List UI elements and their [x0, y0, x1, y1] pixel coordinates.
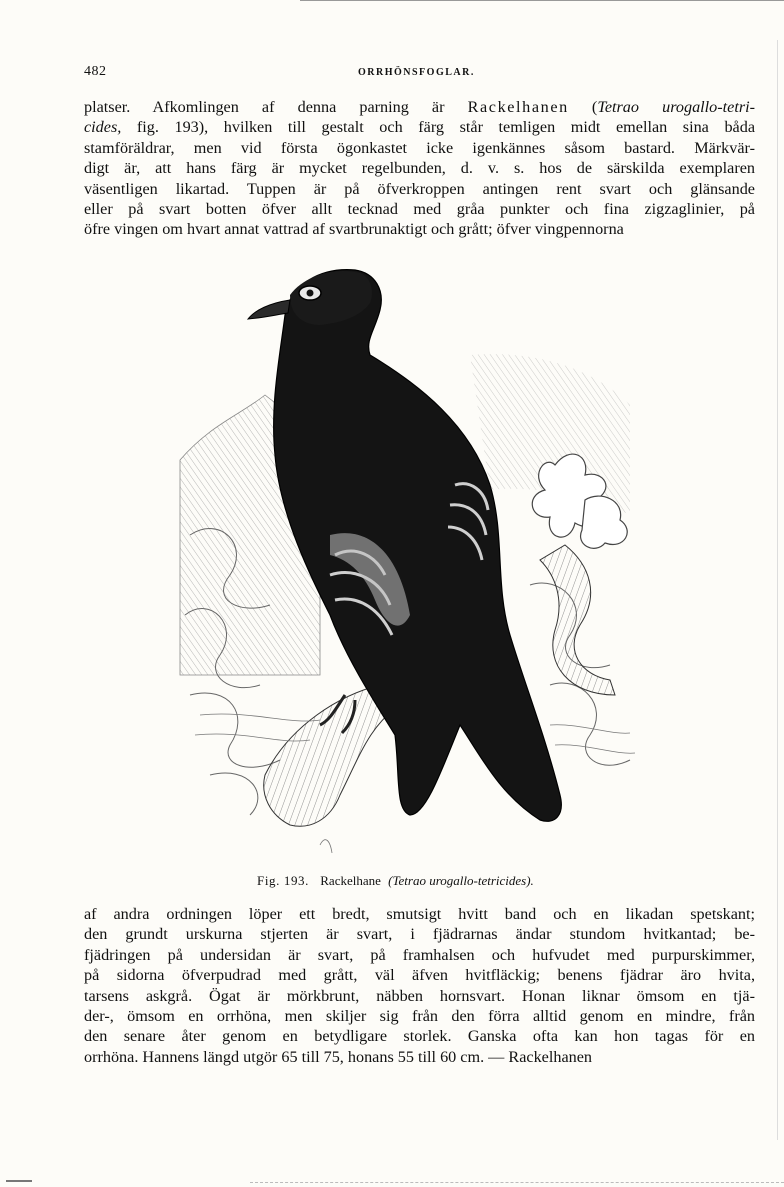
running-head: ORRHÖNSFOGLAR.	[358, 67, 475, 78]
paragraph-bottom	[84, 904, 755, 1067]
corner-mark	[6, 1180, 32, 1182]
bird-engraving	[170, 255, 650, 860]
text-line	[84, 117, 755, 137]
text-line: orrhöna. Hannens längd utgör 65 till 75, honans 55 till 60 cm. — Rackelhanen	[84, 1047, 593, 1066]
figure-caption	[257, 873, 534, 889]
figure-latin-name: (Tetrao urogallo-tetricides).	[388, 873, 534, 888]
text-line: stamföräldrar, men vid första ögonkastet icke igenkännes såsom bastard. Märkvär-	[84, 138, 755, 157]
text-span: platser. Afkomlingen af denna parning är	[84, 98, 445, 116]
bird-engraving-svg	[170, 255, 650, 860]
text-line: tarsens askgrå. Ögat är mörkbrunt, näbben hornsvart. Honan liknar ömsom en tjä-	[84, 986, 755, 1005]
bird-beak	[248, 300, 290, 319]
paragraph-top	[84, 97, 755, 240]
text-line: väsentligen likartad. Tuppen är på öfverkroppen antingen rent svart och glänsande	[84, 179, 755, 198]
page-edge	[777, 40, 778, 1140]
species-name-spaced: Rackelhanen	[467, 98, 569, 116]
figure-common-name: Rackelhane	[320, 873, 381, 888]
text-line: digt är, att hans färg är mycket regelbunden, d. v. s. hos de särskilda exemplaren	[84, 159, 755, 178]
text-line: eller på svart botten öfver allt tecknad med gråa punkter och fina zigzaglinier, på	[84, 200, 755, 219]
latin-name: cides,	[84, 118, 122, 137]
text-line: den grundt urskurna stjerten är svart, i fjädrarnas ändar stundom hvitkantad; be-	[84, 925, 755, 944]
page-number: 482	[84, 64, 107, 79]
paren: (	[591, 98, 598, 116]
text-line: på sidorna öfverpudrad med grått, väl äfven hvitfläckig; benens fjädrar äro hvita,	[84, 966, 755, 985]
text-line: af andra ordningen löper ett bredt, smutsigt hvitt band och en likadan spetskant;	[84, 905, 755, 923]
text-line: fjädringen på undersidan är svart, på framhalsen och hufvudet med purpurskimmer,	[84, 945, 755, 964]
latin-name: Tetrao urogallo-tetri-	[597, 98, 756, 116]
text-line	[84, 97, 755, 117]
text-span: fig. 193), hvilken till gestalt och färg står temligen midt emellan sina båda	[136, 118, 756, 137]
text-line: öfre vingen om hvart annat vattrad af svartbrunaktigt och grått; öfver vingpennorna	[84, 220, 624, 239]
text-line: den senare åter genom en betydligare storlek. Ganska ofta kan hon tagas för en	[84, 1027, 755, 1046]
figure-number: Fig. 193.	[257, 873, 309, 888]
top-rule	[300, 0, 784, 1]
branch	[540, 545, 615, 695]
bottom-rule	[250, 1182, 784, 1184]
text-line: der-, ömsom en orrhöna, men skiljer sig från den förra alltid genom en mindre, från	[84, 1007, 755, 1026]
